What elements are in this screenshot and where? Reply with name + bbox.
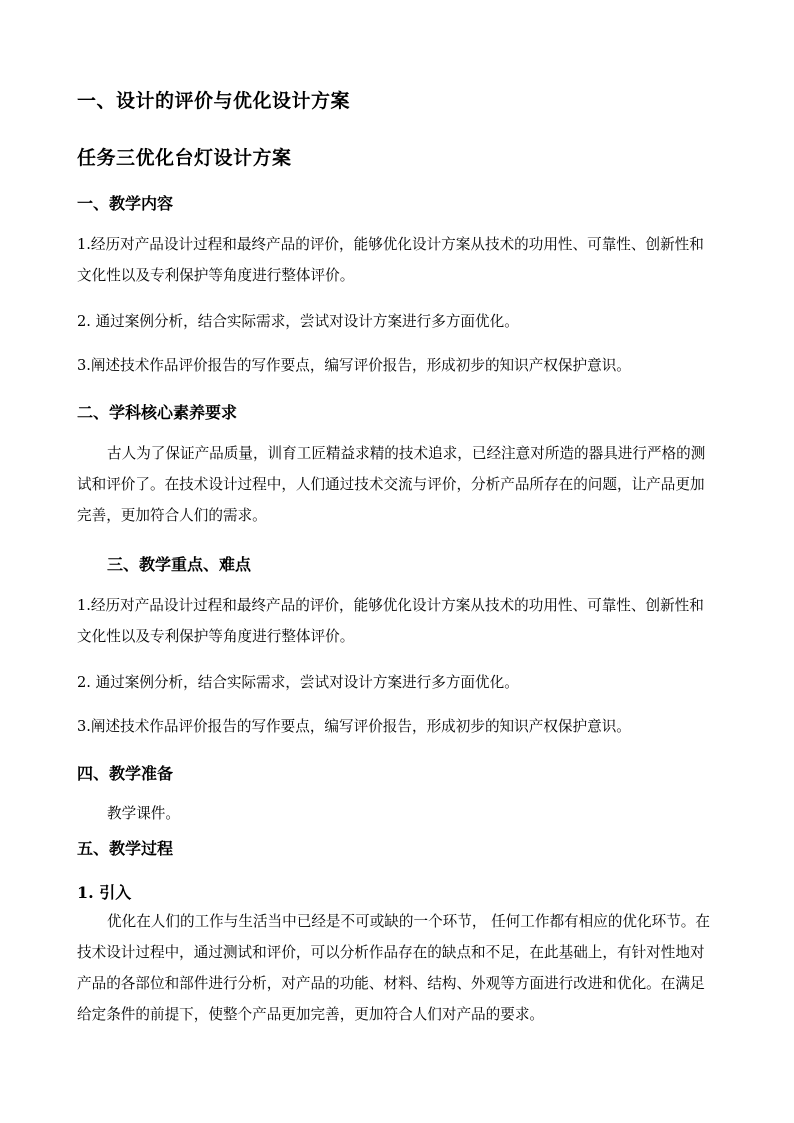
section-heading-process: 五、教学过程 bbox=[77, 839, 174, 858]
key-points-item-3: 3.阐述技术作品评价报告的写作要点，编写评价报告，形成初步的知识产权保护意识。 bbox=[77, 718, 631, 735]
document-title: 一、设计的评价与优化设计方案 bbox=[77, 90, 351, 112]
teaching-content-item-3: 3.阐述技术作品评价报告的写作要点，编写评价报告，形成初步的知识产权保护意识。 bbox=[77, 357, 631, 374]
teaching-content-item-2: 2. 通过案例分析，结合实际需求，尝试对设计方案进行多方面优化。 bbox=[77, 313, 519, 330]
subheading-introduction: 1. 引入 bbox=[77, 883, 132, 902]
key-points-item-2: 2. 通过案例分析，结合实际需求，尝试对设计方案进行多方面优化。 bbox=[77, 674, 519, 691]
section-heading-core-literacy: 二、学科核心素养要求 bbox=[77, 403, 238, 422]
introduction-paragraph: 优化在人们的工作与生活当中已经是不可或缺的一个环节， 任何工作都有相应的优化环节。在技术设计过程中，通过测试和评价，可以分析作品存在的缺点和不足，在此基础上，有针对性地对产品的各部位和部件进行分析，对产品的功能、材料、结构、外观等方面进行改进和优化。在满足给定条件的前提下，使整个产品更加完善，更加符合人们对产品的要求。 bbox=[77, 913, 710, 1023]
task-title: 任务三优化台灯设计方案 bbox=[77, 147, 292, 169]
section-heading-key-points: 三、教学重点、难点 bbox=[107, 555, 252, 574]
preparation-text: 教学课件。 bbox=[107, 805, 180, 822]
core-literacy-paragraph: 古人为了保证产品质量，训育工匠精益求精的技术追求，已经注意对所造的器具进行严格的测试和评价了。在技术设计过程中，人们通过技术交流与评价，分析产品所存在的问题，让产品更加完善，更加符合人们的需求。 bbox=[77, 445, 706, 524]
key-points-item-1: 1.经历对产品设计过程和最终产品的评价，能够优化设计方案从技术的功用性、可靠性、创新性和文化性以及专利保护等角度进行整体评价。 bbox=[77, 597, 704, 645]
section-heading-preparation: 四、教学准备 bbox=[77, 764, 174, 783]
section-heading-teaching-content: 一、教学内容 bbox=[77, 194, 174, 213]
teaching-content-item-1: 1.经历对产品设计过程和最终产品的评价，能够优化设计方案从技术的功用性、可靠性、创新性和文化性以及专利保护等角度进行整体评价。 bbox=[77, 236, 704, 284]
